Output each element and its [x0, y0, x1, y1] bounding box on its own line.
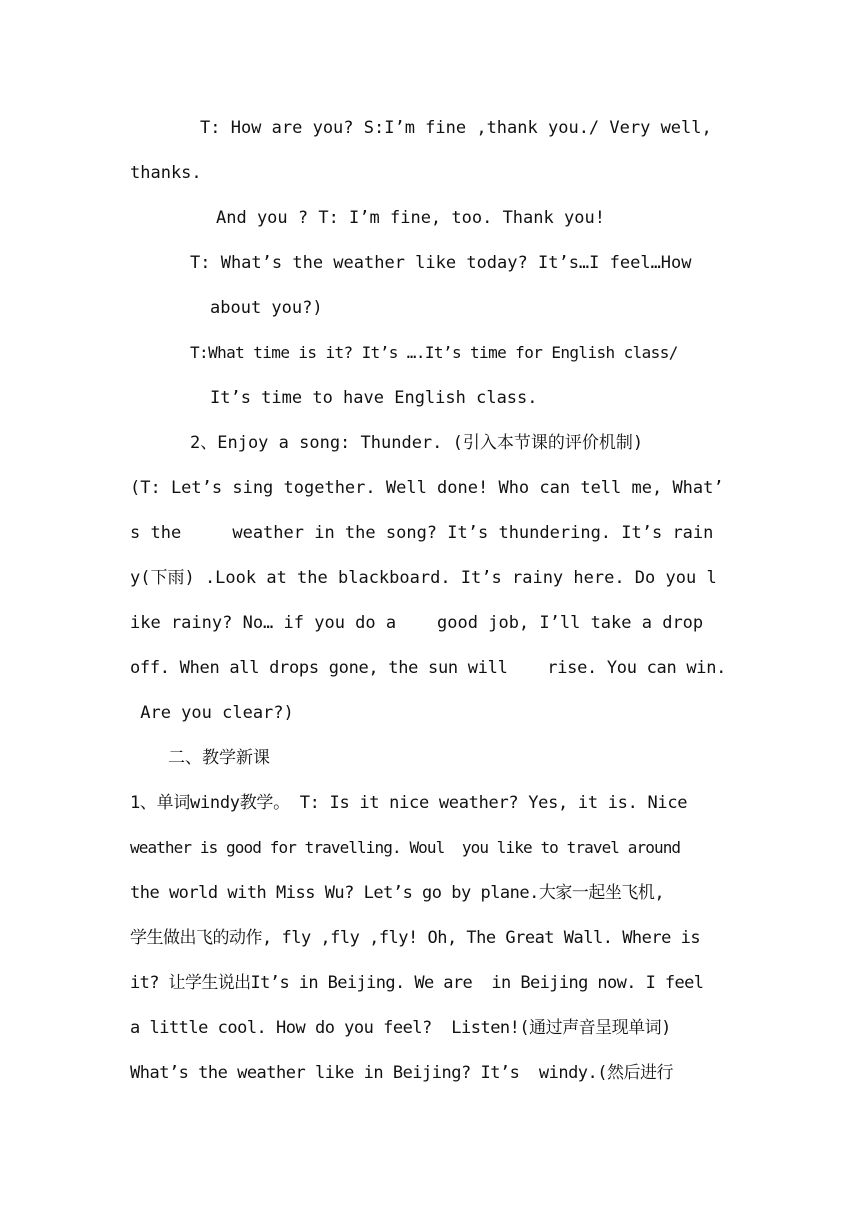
text-line: y(下雨) .Look at the blackboard. It’s rainy here. Do you l — [130, 568, 717, 588]
text-line: the world with Miss Wu? Let’s go by plane.大家一起坐飞机, — [130, 883, 665, 903]
text-line: 1、单词windy教学。 T: Is it nice weather? Yes, it is. Nice — [130, 793, 688, 813]
text-line: T: How are you? S:I’m fine ,thank you./ Very well, — [200, 118, 712, 138]
text-line: off. When all drops gone, the sun will rise. You can win. — [130, 658, 727, 678]
section-heading: 二、教学新课 — [168, 748, 270, 768]
text-line: ike rainy? No… if you do a good job, I’ll take a drop — [130, 613, 704, 633]
text-line: 2、Enjoy a song: Thunder. (引入本节课的评价机制) — [190, 433, 644, 453]
text-line: (T: Let’s sing together. Well done! Who can tell me, What’ — [130, 478, 724, 498]
text-line: What’s the weather like in Beijing? It’s windy.(然后进行 — [130, 1063, 674, 1083]
text-line: a little cool. How do you feel? Listen!(通过声音呈现单词) — [130, 1018, 671, 1038]
text-line: 学生做出飞的动作, fly ,fly ,fly! Oh, The Great Wall. Where is — [130, 928, 701, 948]
text-line: T:What time is it? It’s ….It’s time for English class/ — [190, 343, 678, 362]
text-line: thanks. — [130, 163, 202, 183]
text-line: s the weather in the song? It’s thundering. It’s rain — [130, 523, 714, 543]
text-line: about you?) — [210, 298, 323, 318]
text-line: T: What’s the weather like today? It’s…I feel…How — [190, 253, 692, 273]
text-line: weather is good for travelling. Woul you like to travel around — [130, 838, 681, 857]
text-line: Are you clear?) — [130, 703, 294, 723]
text-line: it? 让学生说出It’s in Beijing. We are in Beijing now. I feel — [130, 973, 704, 993]
text-line: It’s time to have English class. — [210, 388, 538, 408]
text-line: And you ? T: I’m fine, too. Thank you! — [216, 208, 605, 228]
